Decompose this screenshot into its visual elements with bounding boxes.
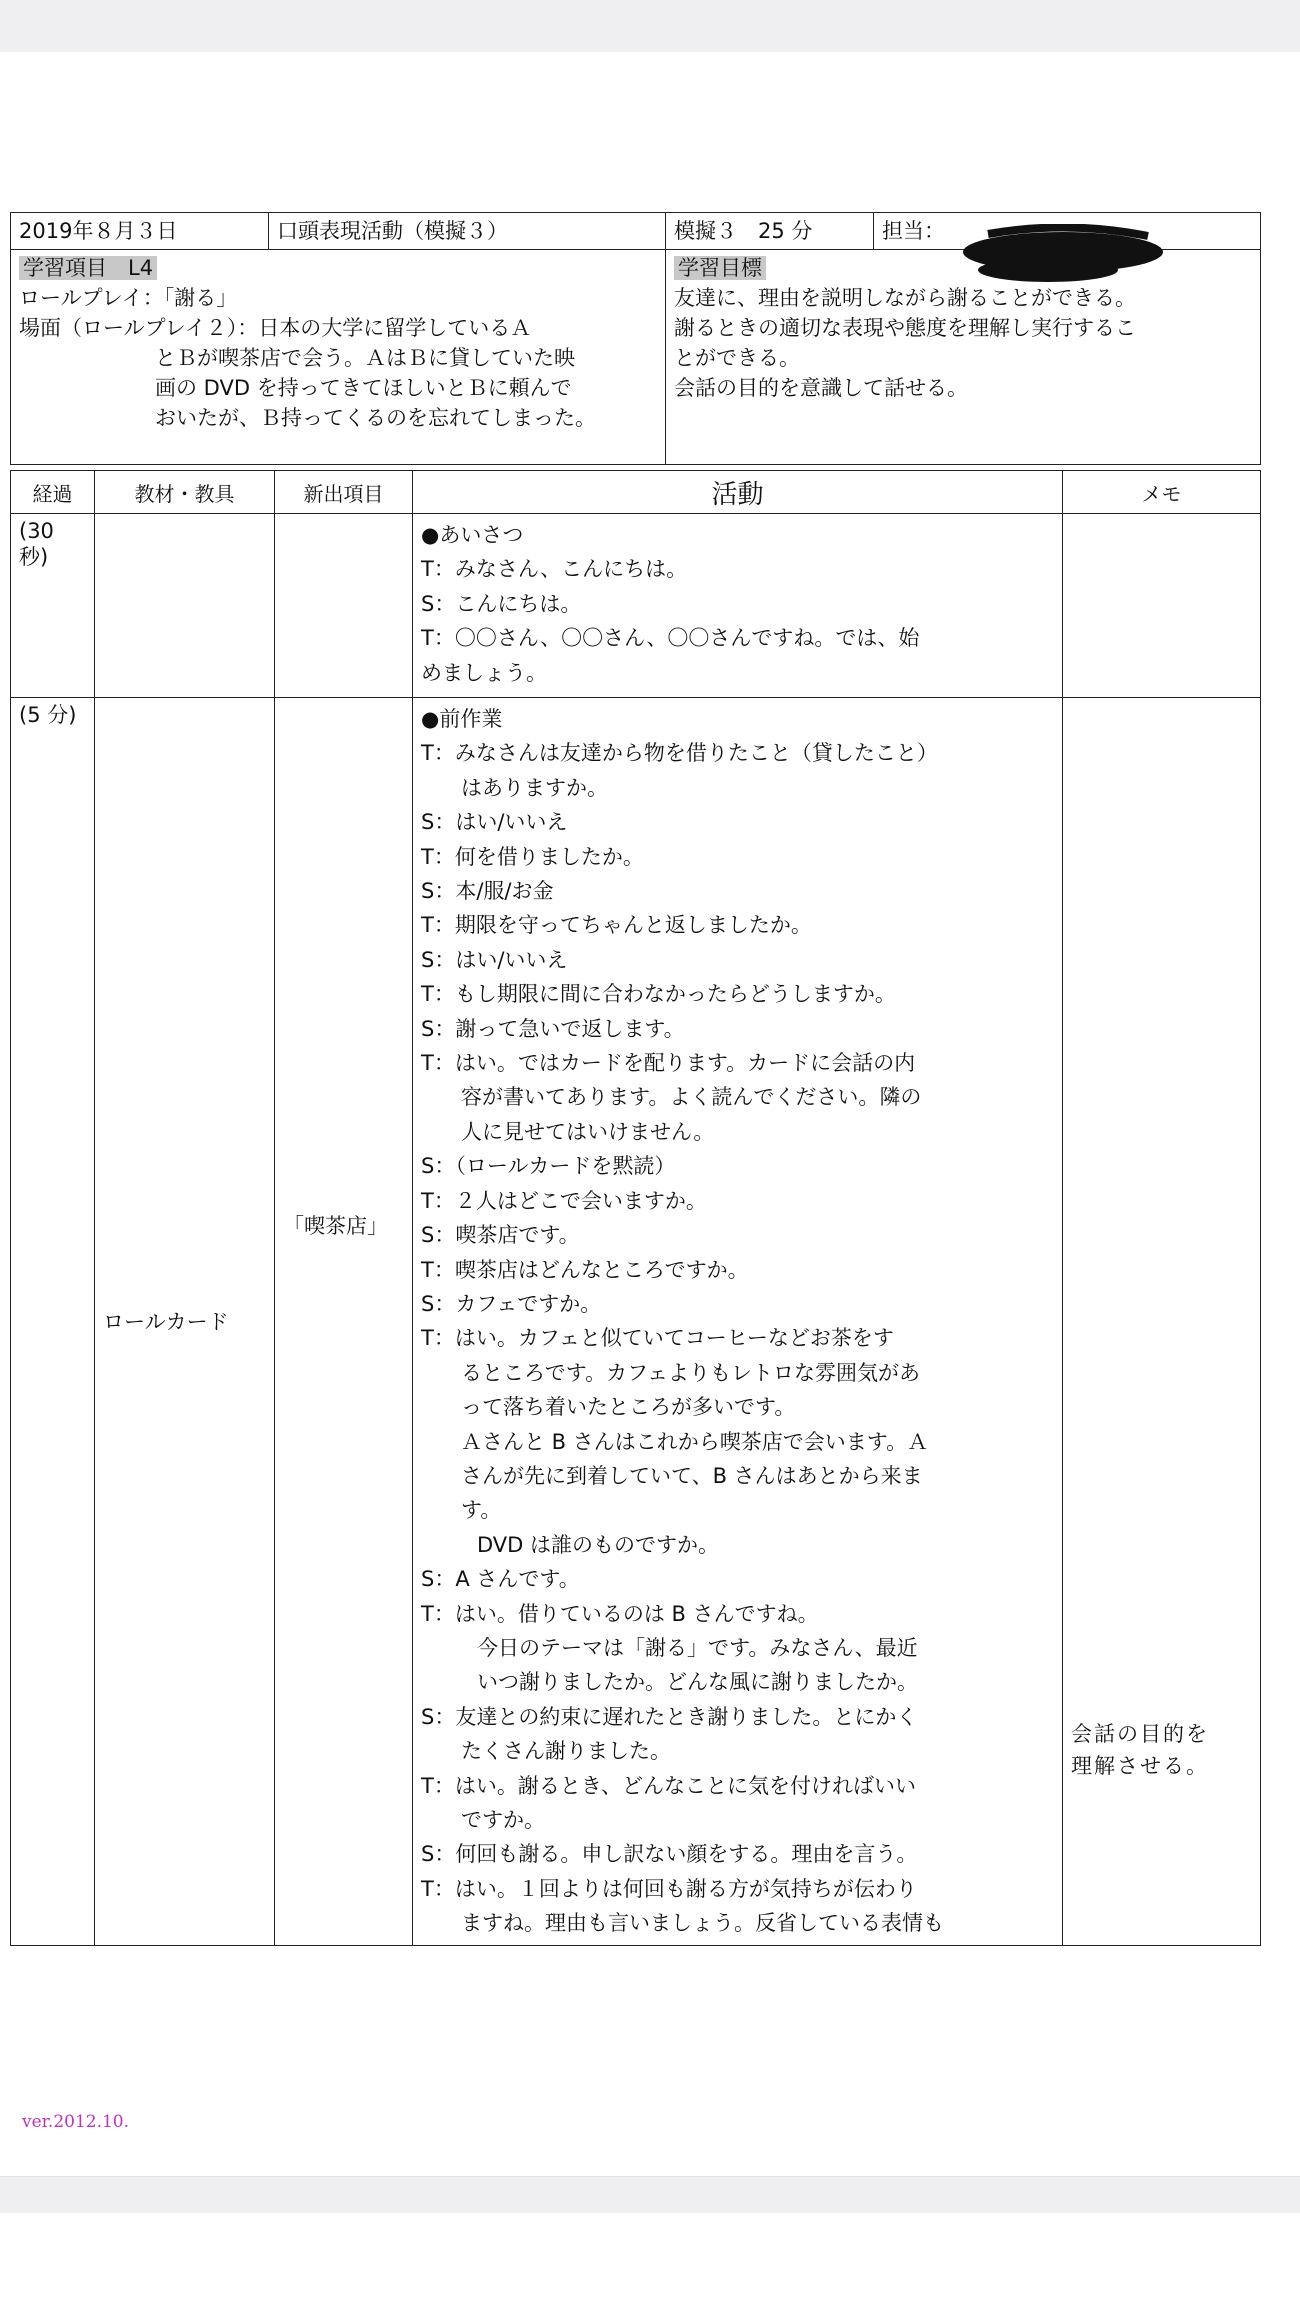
activity-cell [413, 698, 1063, 1946]
activity-line: 今日のテーマは「謝る」です。みなさん、最近 [477, 1635, 918, 1660]
activity-line: S：謝って急いで返します。 [421, 1016, 685, 1041]
time-line: 秒) [19, 545, 49, 569]
scene-line: 場面（ロールプレイ２）：日本の大学に留学しているＡ [19, 316, 532, 340]
activity-line: たくさん謝りました。 [461, 1739, 671, 1764]
activity-line: いつ謝りましたか。どんな風に謝りましたか。 [477, 1670, 918, 1695]
activity-line: T：みなさんは友達から物を借りたこと（貸したこと） [421, 741, 938, 766]
activity-line: って落ち着いたところが多いです。 [461, 1395, 796, 1420]
activity-line: ますね。理由も言いましょう。反省している表情も [461, 1911, 944, 1936]
material-cell: ロールカード [95, 698, 275, 1946]
activity-line: S：はい/いいえ [421, 947, 568, 972]
activity-line: DVD は誰のものですか。 [477, 1532, 720, 1557]
goal-line: とができる。 [674, 346, 800, 370]
activity-line: 人に見せてはいけません。 [461, 1119, 715, 1144]
activity-line: さんが先に到着していて、B さんはあとから来ま [461, 1463, 923, 1488]
version-footer: ver.2012.10. [22, 2112, 130, 2132]
col-header-time: 経過 [11, 471, 95, 514]
activity-line: S：喫茶店です。 [421, 1223, 580, 1248]
col-header-memo: メモ [1063, 471, 1261, 514]
activity-line: T：２人はどこで会いますか。 [421, 1188, 707, 1213]
goal-line: 会話の目的を意識して話せる。 [674, 376, 968, 400]
activity-line: Ａさんと B さんはこれから喫茶店で会います。Ａ [461, 1429, 929, 1454]
activity-line: S：A さんです。 [421, 1567, 580, 1592]
activity-line: T：はい。１回よりは何回も謝る方が気持ちが伝わり [421, 1876, 917, 1901]
learning-item-cell [11, 250, 666, 465]
activity-line: ●あいさつ [421, 523, 524, 547]
new-item-cell [275, 698, 413, 1946]
activity-line: T：何を借りましたか。 [421, 844, 644, 869]
time-cell: (5 分) [11, 698, 95, 1946]
activity-line: ●前作業 [421, 707, 503, 731]
activity-cell [413, 514, 1063, 698]
activity-line: S：（ロールカードを黙読） [421, 1154, 676, 1179]
viewer-bottom-bar [0, 2176, 1300, 2213]
lesson-plan-table [10, 470, 1261, 1946]
scene-line: おいたが、Ｂ持ってくるのを忘れてしまった。 [155, 406, 596, 430]
activity-line: T：はい。カフェと似ていてコーヒーなどお茶をす [421, 1326, 894, 1351]
activity-line: T：みなさん、こんにちは。 [421, 557, 688, 582]
activity-line: 容が書いてあります。よく読んでください。隣の [461, 1085, 922, 1110]
activity-line: S：はい/いいえ [421, 810, 568, 835]
teacher-label: 担当： [882, 219, 945, 243]
activity-line: T：はい。借りているのは B さんですね。 [421, 1601, 819, 1626]
session-cell: 模擬３ 25 分 [666, 213, 874, 250]
activity-line: S：カフェですか。 [421, 1291, 602, 1316]
learning-goal-label: 学習目標 [674, 256, 766, 280]
activity-line: るところです。カフェよりもレトロな雰囲気があ [461, 1360, 921, 1385]
material-cell [95, 514, 275, 698]
memo-line: 会話の目的を [1071, 1722, 1209, 1746]
table-row [11, 698, 1261, 1946]
activity-line: T：はい。ではカードを配ります。カードに会話の内 [421, 1051, 916, 1076]
activity-line: はありますか。 [461, 775, 608, 800]
roleplay-title: ロールプレイ：「謝る」 [19, 286, 238, 310]
activity-line: す。 [461, 1498, 502, 1523]
col-header-activity: 活動 [413, 471, 1063, 514]
activity-line: T：〇〇さん、〇〇さん、〇〇さんですね。では、始 [421, 626, 920, 651]
time-line: (30 [19, 519, 54, 543]
col-header-material: 教材・教具 [95, 471, 275, 514]
goal-line: 友達に、理由を説明しながら謝ることができる。 [674, 286, 1136, 310]
memo-cell [1063, 514, 1261, 698]
new-item-cell [275, 514, 413, 698]
activity-line: S：本/服/お金 [421, 879, 554, 904]
activity-line: T：喫茶店はどんなところですか。 [421, 1257, 749, 1282]
activity-line: S：友達との約束に遅れたとき謝りました。とにかく [421, 1704, 918, 1729]
time-cell [11, 514, 95, 698]
activity-line: T：はい。謝るとき、どんなことに気を付ければいい [421, 1773, 916, 1798]
scene-line: とＢが喫茶店で会う。ＡはＢに貸していた映 [155, 346, 575, 370]
redaction-scribble [958, 224, 1168, 288]
date-cell: 2019年８月３日 [11, 213, 269, 250]
learning-item-label: 学習項目 L4 [19, 256, 157, 280]
activity-line: めましょう。 [421, 660, 547, 685]
viewer-top-bar [0, 0, 1300, 53]
activity-line: S：こんにちは。 [421, 591, 582, 616]
goal-line: 謝るときの適切な表現や態度を理解し実行するこ [674, 316, 1136, 340]
activity-line: ですか。 [461, 1808, 545, 1832]
activity-title-cell: 口頭表現活動（模擬３） [269, 213, 666, 250]
scene-line: 画の DVD を持ってきてほしいとＢに頼んで [155, 376, 572, 400]
activity-line: T：期限を守ってちゃんと返しましたか。 [421, 913, 812, 938]
col-header-new-item: 新出項目 [275, 471, 413, 514]
new-item-text: 「喫茶店」 [283, 1214, 388, 1238]
activity-line: T：もし期限に間に合わなかったらどうしますか。 [421, 982, 896, 1007]
memo-cell [1063, 698, 1261, 1946]
activity-line: S：何回も謝る。申し訳ない顔をする。理由を言う。 [421, 1842, 918, 1867]
table-row [11, 514, 1261, 698]
memo-line: 理解させる。 [1071, 1754, 1209, 1778]
